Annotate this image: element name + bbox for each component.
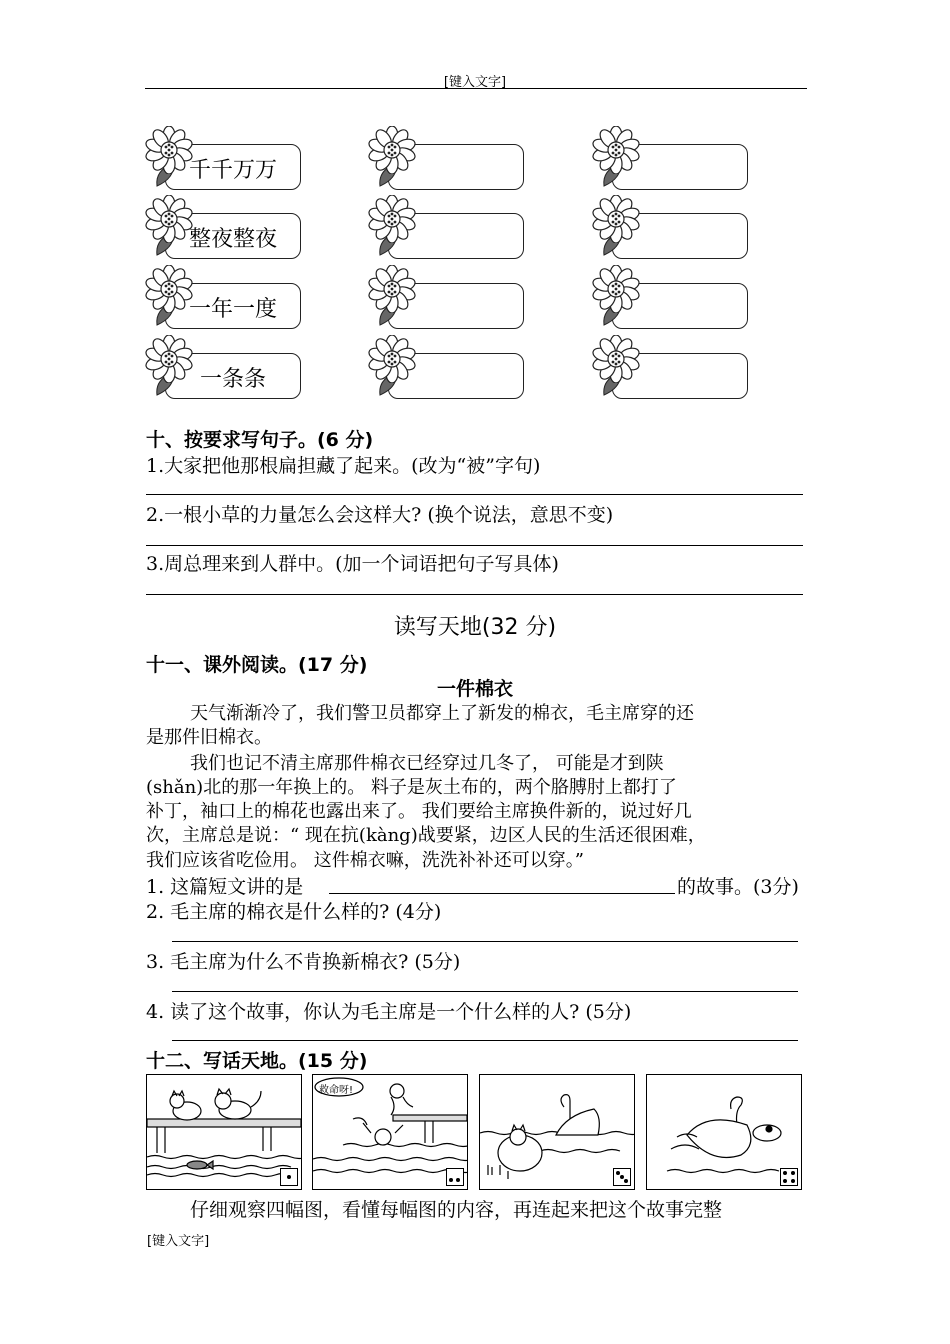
- dice-one-icon: [280, 1168, 298, 1186]
- flower-icon: [368, 126, 416, 174]
- answer-line-reading-q2[interactable]: [172, 941, 798, 942]
- header-divider: [145, 88, 807, 89]
- section11-title: 十一、课外阅读。(17 分): [146, 654, 368, 676]
- flower-icon: [592, 335, 640, 383]
- section10-q1: 1.大家把他那根扁担藏了起来。(改为“被”字句): [146, 455, 541, 477]
- flower-icon: [145, 335, 193, 383]
- dice-three-icon: [613, 1168, 631, 1186]
- page-footer: [键入文字]: [147, 1234, 210, 1249]
- story-para1-line1: 天气渐渐冷了，我们警卫员都穿上了新发的棉衣，毛主席穿的还: [190, 703, 694, 724]
- cats-on-bridge-illustration: [147, 1075, 301, 1189]
- picture-panel-2: [312, 1074, 468, 1190]
- flower-icon: [592, 126, 640, 174]
- reading-q4: 4. 读了这个故事，你认为毛主席是一个什么样的人? (5分): [146, 1001, 632, 1023]
- page-header: [键入文字]: [443, 75, 507, 90]
- section10-q2: 2.一根小草的力量怎么会这样大? (换个说法，意思不变): [146, 504, 614, 526]
- flower-icon: [145, 126, 193, 174]
- picture-panel-3: [479, 1074, 635, 1190]
- flower-icon: [368, 195, 416, 243]
- dice-four-icon: [780, 1168, 798, 1186]
- word-box-text: 千千万万: [188, 158, 277, 183]
- reading-q1-blank[interactable]: [329, 893, 675, 894]
- answer-line-reading-q4[interactable]: [172, 1040, 798, 1041]
- flower-icon: [592, 195, 640, 243]
- answer-line-q2[interactable]: [146, 545, 803, 546]
- section12-title: 十二、写话天地。(15 分): [146, 1050, 368, 1072]
- reading-q3: 3. 毛主席为什么不肯换新棉衣? (5分): [146, 951, 461, 973]
- flower-icon: [368, 335, 416, 383]
- story-para1-line2: 是那件旧棉衣。: [146, 727, 272, 748]
- picture-panel-4: [646, 1074, 802, 1190]
- story-para2-line4: 次，主席总是说：“ 现在抗(kàng)战要紧，边区人民的生活还很困难，: [146, 825, 706, 846]
- answer-line-q1[interactable]: [146, 494, 803, 495]
- story-title: 一件棉衣: [436, 678, 513, 700]
- dice-two-icon: [446, 1168, 464, 1186]
- word-box-text: 整夜整夜: [188, 227, 277, 252]
- story-para2-line3: 补丁，袖口上的棉花也露出来了。 我们要给主席换件新的，说过好几: [146, 801, 692, 822]
- swan-carrying-cat-illustration: [647, 1075, 801, 1189]
- picture-panel-1: [146, 1074, 302, 1190]
- reading-q1-end: 的故事。(3分): [677, 876, 799, 898]
- story-para2-line2: (shǎn)北的那一年换上的。 料子是灰土布的，两个胳膊肘上都打了: [146, 777, 677, 798]
- story-para2-line1: 我们也记不清主席那件棉衣已经穿过几冬了， 可能是才到陕: [190, 753, 664, 774]
- swan-and-cat-illustration: [480, 1075, 634, 1189]
- reading-q2: 2. 毛主席的棉衣是什么样的? (4分): [146, 901, 442, 923]
- section10-title: 十、按要求写句子。(6 分): [146, 429, 374, 451]
- help-speech-bubble: 救命呀!: [319, 1085, 354, 1096]
- word-box-text: 一年一度: [188, 297, 277, 322]
- part-title: 读写天地(32 分): [393, 615, 557, 640]
- flower-icon: [145, 265, 193, 313]
- flower-icon: [145, 195, 193, 243]
- story-para2-line5: 我们应该省吃俭用。 这件棉衣嘛，洗洗补补还可以穿。”: [146, 850, 584, 871]
- section10-q3: 3.周总理来到人群中。(加一个词语把句子写具体): [146, 553, 559, 575]
- writing-instruction: 仔细观察四幅图，看懂每幅图的内容，再连起来把这个故事完整: [190, 1199, 723, 1221]
- answer-line-q3[interactable]: [146, 594, 803, 595]
- flower-icon: [368, 265, 416, 313]
- word-box-text: 一条条: [199, 367, 266, 392]
- answer-line-reading-q3[interactable]: [172, 991, 798, 992]
- flower-icon: [592, 265, 640, 313]
- reading-q1-start: 1. 这篇短文讲的是: [146, 876, 304, 898]
